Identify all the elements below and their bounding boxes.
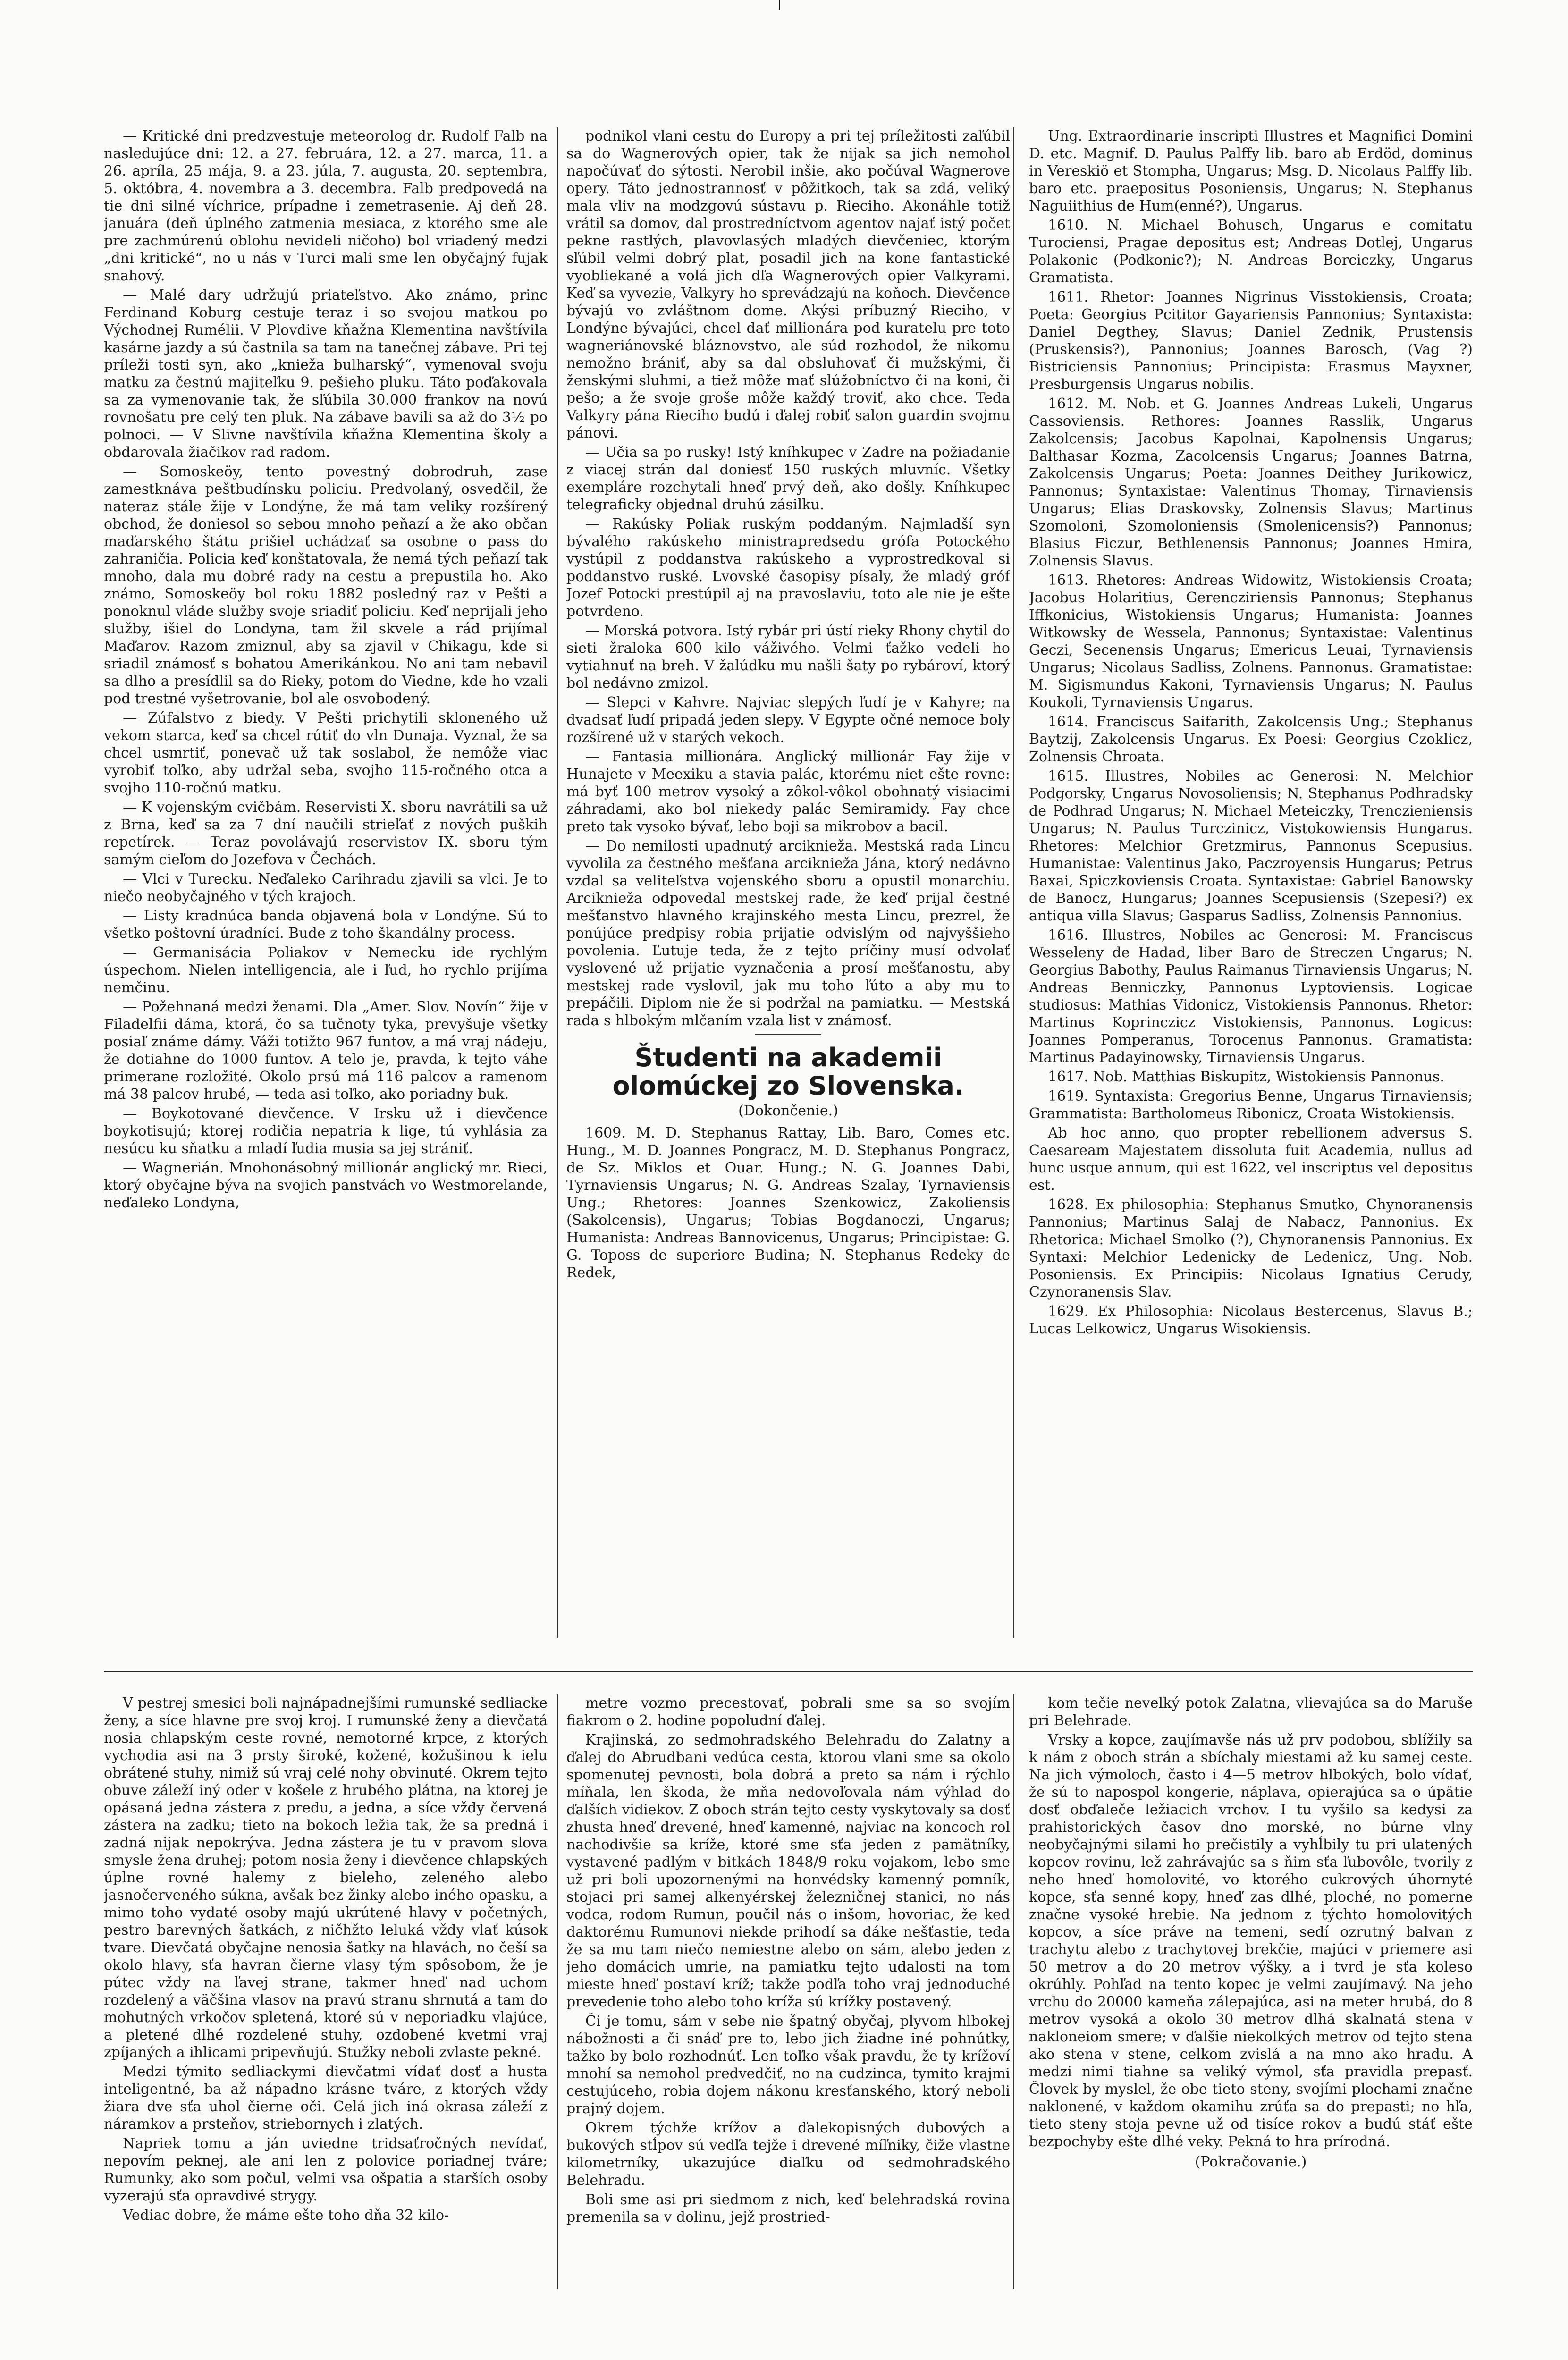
paragraph: Krajinská, zo sedmohradského Belehradu do Zalatny a ďalej do Abrudbani vedúca cesta, ktorou vlani sme sa okolo spomenutej pevnosti, bola dobrá a preto sa nám i rýchlo míňala, len škoda, že mňa nedovoľovala nám výhlad do ďalších vidiekov. Z oboch strán tejto cesty vyskytovaly sa dosť zhusta hneď drevené, hneď kamenné, najviac na koncoch roľ nachodivšie sa kríže, ktoré sme sťa jeden z pamätníky, vystavené padlým v bitkách 1848/9 roku vojakom, lebo sme už pri boli upozornenými na honvédsky kamenný pomník, stojaci pri samej alkenyérskej železničnej stanici, no nás vodca, rodom Rumun, poučil nás o inšom, hovoriac, že keď daktorému Rumunovi niekde prihodí sa dáke nešťastie, teda že sa mu tam niečo nemiestne alebo on sám, alebo jeden z jeho domácich umrie, na pamiatku tejto udalosti na tom mieste hneď postaví kríž; takže podľa toho vraj jednoduché prevedenie toho alebo toho kríža sú krížky postavený. (566, 1732, 1010, 2010)
column-1-bottom (104, 1694, 548, 2289)
paragraph: V pestrej smesici boli najnápadnejšími rumunské sedliacke ženy, a síce hlavne pre svoj kroj. I rumunské ženy a dievčatá nosia chlapským ceste rovné, nemotorné krpce, z ktorých vychodia asi na 3 prsty široké, kožené, kožušinou k ielu obrátené stuhy, nimiž sú vraj celé nohy obvinuté. Okrem tejto obuve záleží iný oder v košele z hrubého plátna, na ktorej je opásaná jedna zástera z predu, a jedna, a síce vždy červená zástera na zadku; tieto na bokoch ležia tak, že sa predná i zadná nijak nepokrýva. Jedna zástera je tu v pravom slova smysle žena druhej; potom nosia ženy i dievčence chlapských úplne rovné halemy z bieleho, zeleného alebo jasnočerveného súkna, avšak bez žinky alebo iného opasku, a mimo toho vydaté osoby majú ukrútené hlavy v početných, pestro barevných šatkách, z ničhžto leluká vždy vlať kúsok tvare. Dievčatá obyčajne nenosia šatky na hlavách, no češí sa okolo hlavy, sťa havran čierne vlasy tým spôsobom, že je pútec vždy na ľavej strane, takmer hneď nad uchom rozdelený a väčšina vlasov na pravú stranu shrnutá a tam do mohutných vrkočov spletená, ktoré sú v neporiadku vlajúce, a pletené dlhé rozdelené stuhy, ozdobené kvetmi vraj zpíjaných a ihlicami pripevňujú. Stužky neboli zvlaste pekné. (104, 1695, 548, 2061)
paragraph: 1614. Franciscus Saifarith, Zakolcensis Ung.; Stephanus Baytzij, Zakolcensis Ungarus. Ex Poesi: Georgius Czoklicz, Zolnensis Chroata. (1029, 714, 1473, 765)
paragraph: — Zúfalstvo z biedy. V Pešti prichytili skloneného už vekom starca, keď sa chcel rútiť do vln Dunaja. Vyznal, že sa chcel usmrtiť, ponevač už tak soslabol, že nemôže viac vyrobiť toľko, aby udržal seba, svojho 115-ročného otca a svojho 110-ročnú matku. (104, 710, 548, 796)
paragraph: Vrsky a kopce, zaujímavše nás už prv podobou, sblížily sa k nám z oboch strán a sbíchaly miestami až ku samej ceste. Na jich výmoloch, často i 4—5 metrov hlbokých, bolo vídať, že sú to napospol kongerie, náplava, opierajúca sa o úpätie dosť obďaleče ležiacich vrchov. I tu vyšilo sa kedysi za prahistorických časov dno morské, no búrne vlny neobyčajnými silami ho prečistily a vyhĺbily tu pri ulatených kopcov rovinu, lež zahrávajúc sa s ňim sťa ľubovôle, tvorily z neho hneď homolovité, vo ktorého cukrových úhornyté kopce, sťa senné kopy, hneď zas dlhé, ploché, no pomerne značne vysoké hrebie. Na jednom z týchto homolovitých kopcov, a síce práve na temeni, sedí ozrutný balvan z trachytu alebo z trachytovej brekčie, majúci v priemere asi 50 metrov a do 20 metrov výšky, a i tvrd je sťa koleso okrúhly. Pohľad na tento kopec je velmi zaujímavý. Na jeho vrchu do 20000 kameňa zálepajúca, asi na meter hrubá, do 8 metrov vysoká a okolo 30 metrov dlhá skalnatá stena v nakloneiom smere; v ďalšie niekolkých metrov od tejto stena ako stena v stene, celkom zvislá a na mno ako hradu. A medzi nimi tiahne sa veliký výmol, sťa pravidla prepasť. Človek by myslel, že obe tieto steny, svojími plochami značne naklonené, v každom okamihu zrúťa sa do prepasti; no hľa, tieto steny stoja pevne už od tisíce rokov a budú stáť ešte bezpochyby ešte dlhé veky. Pekná to hra prírodná. (1029, 1732, 1473, 2150)
paragraph: 1616. Illustres, Nobiles ac Generosi: M. Franciscus Wesseleny de Hadad, liber Baro de Streczen Ungarus; N. Georgius Babothy, Paulus Raimanus Tirnaviensis Ungarus; N. Andreas Benniczky, Pannonus Lyptoviensis. Logicae studiosus: Mathias Vidonicz, Vistokiensis Pannonus. Rhetor: Martinus Koprinczicz Vistokiensis, Pannonus. Logicus: Joannes Pomperanus, Torocenus Pannonus. Gramatista: Martinus Padayinowsky, Tirnaviensis Ungarus. (1029, 927, 1473, 1066)
paragraph: 1628. Ex philosophia: Stephanus Smutko, Chynoranensis Pannonius; Martinus Salaj de Nabacz, Pannonius. Ex Rhetorica: Michael Smolko (?), Chynoranensis Pannonius. Ex Syntaxi: Melchior Ledenicky de Ledenicz, Ung. Nob. Posoniensis. Ex Principiis: Nicolaus Ignatius Cerudy, Czynoranensis Slav. (1029, 1197, 1473, 1300)
divider (755, 1034, 821, 1035)
paragraph: Medzi týmito sedliackymi dievčatmi vídať dosť a husta inteligentné, ba až nápadno krásne tváre, z ktorých vždy žiara dve sťa uhol čierne oči. Celá jich iná okrasa záleží z náramkov a prsteňov, striebornych i zlatých. (104, 2064, 548, 2132)
article-title: Študenti na akademii olomúckej zo Slovenska. (612, 1043, 964, 1101)
paragraph: Vediac dobre, že máme ešte toho dňa 32 kilo- (123, 2207, 449, 2224)
column-2-top (566, 127, 1010, 1638)
paragraph: 1609. M. D. Stephanus Rattay, Lib. Baro, Comes etc. Hung., M. D. Joannes Pongracz, M. D. Stephanus Pongracz, de Sz. Miklos et Ouar. Hung.; N. G. Joannes Dabi, Tyrnaviensis Ungarus; N. G. Andreas Szalay, Tyrnaviensis Ung.; Rhetores: Joannes Szenkowicz, Zakoliensis (Sakolcensis), Ungarus; Tobias Bogdanoczi, Ungarus; Humanista: Andreas Bannovicenus, Ungarus; Principistae: G. G. Toposs de superiore Budina; N. Stephanus Redeky de Redek, (566, 1125, 1010, 1281)
paragraph: Ung. Extraordinarie inscripti Illustres et Magnifici Domini D. etc. Magnif. D. Paulus Palffy lib. baro ab Erdöd, dominus in Vereskiö et Stompha, Ungarus; Msg. D. Nicolaus Palffy lib. baro etc. praepositus Posoniensis, Ungarus; N. Stephanus Naguiithius de Hum(enné?), Ungarus. (1029, 128, 1473, 214)
paragraph: — Germanisácia Poliakov v Nemecku ide rychlým úspechom. Nielen intelligencia, ale i ľud, ho rychlo prijíma nemčinu. (104, 944, 548, 996)
paragraph: — Boykotované dievčence. V Irsku už i dievčence boykotisujú; ktorej rodičia nepatria k lige, tú vyhlásia za nesúcu ku sňatku a mladí ľudia musia sa jej strániť. (104, 1105, 548, 1157)
paragraph: — Požehnaná medzi ženami. Dla „Amer. Slov. Novín“ žije v Filadelfii dáma, ktorá, čo sa tučnoty tyka, prevyšuje všetky posiaľ známe dámy. Váži totižto 967 funtov, a má vraj nádeju, že dotiahne do 1000 funtov. A telo je, pravda, k tejto váhe primerane rozložité. Okolo prsú má 116 palcov a ramenom má 38 palcov hrubé, — teda asi toľko, ako poriadny buk. (104, 999, 548, 1103)
newspaper-page (104, 127, 1473, 2327)
column-1-top (104, 127, 548, 1638)
paragraph: Ab hoc anno, quo propter rebellionem adversus S. Caesaream Majestatem dissoluta fuit Academia, nullus ad hunc usque annum, qui est 1622, vel inscriptus vel depositus est. (1029, 1125, 1473, 1194)
paragraph: 1615. Illustres, Nobiles ac Generosi: N. Melchior Podgorsky, Ungarus Novosoliensis; N. Stephanus Podhradsky de Podhrad Ungarus; N. Michael Meteiczky, Trenczieniensis Ungarus; N. Paulus Turczinicz, Vistokowiensis Hungarus. Rhetores: Melchior Gretzmirus, Pannonus Scepusius. Humanistae: Valentinus Jako, Paczroyensis Hungarus; Petrus Baxai, Spiczkoviensis Croata. Syntaxistae: Gabriel Banowsky de Banocz, Hungarus; Joannes Scepusiensis (Szepesi?) ex antiqua villa Slavus; Gasparus Sadliss, Zolnensis Pannonius. (1029, 768, 1473, 924)
paragraph: 1611. Rhetor: Joannes Nigrinus Visstokiensis, Croata; Poeta: Georgius Pcititor Gayariensis Pannonius; Syntaxista: Daniel Degthey, Slavus; Daniel Zednik, Prustensis (Pruskensis?), Pannonius; Joannes Barosch, (Vag ?) Bistriciensis Pannonius; Principista: Erasmus Mayxner, Presburgensis Ungarus nobilis. (1029, 289, 1473, 393)
paragraph: 1629. Ex Philosophia: Nicolaus Bestercenus, Slavus B.; Lucas Lelkowicz, Ungarus Wisokiensis. (1029, 1303, 1473, 1337)
paragraph: — Listy kradnúca banda objavená bola v Londýne. Sú to všetko poštovní úradníci. Bude z toho škandálny process. (104, 908, 548, 942)
continuation-note: (Pokračovanie.) (1195, 2154, 1307, 2170)
paragraph: — Slepci v Kahvre. Najviac slepých ľudí je v Kahyre; na dvadsať ľudí pripadá jeden slepy. V Egypte očné nemoce boly rozšírené už v starých vekoch. (566, 694, 1010, 746)
paragraph: Okrem týchže krížov a ďalekopisných dubových a bukových stĺpov sú vedľa tejže i drevené míľniky, čiže vlastne kilometrníky, ukazujúce diaľku od sedmohradského Belehradu. (566, 2120, 1010, 2189)
column-rule (557, 127, 558, 1638)
paragraph: — Malé dary udržujú priateľstvo. Ako známo, princ Ferdinand Koburg cestuje teraz i so svojou matkou po Východnej Rumélii. V Plovdive kňažna Klementina navštívila kasárne jazdy a sú častnila sa tam na tanečnej zábave. Pri tej príleži tosti syn, ako „knieža bulharský“, vymenoval svoju matku za čestnú majiteľku 9. pešieho pluku. Táto poďakovala sa za vymenovanie tak, že sľúbila 30.000 frankov na novú rovnošatu pre celý ten pluk. Na zábave bavili sa až do 3½ po polnoci. — V Slivne navštívila kňažna Klementina školy a obdarovala žiačikov rad radom. (104, 287, 548, 461)
column-3-bottom (1029, 1694, 1473, 2289)
paragraph: Napriek tomu a ján uviedne tridsaťročných nevídať, nepovím peknej, ale ani len z polovice poriadnej tváre; Rumunky, ako som počul, velmi vsa ošpatia a starších osoby vyzerajú sťa opravdivé strygy. (104, 2135, 548, 2204)
paragraph: — Fantasia millionára. Anglický millionár Fay žije v Hunajete v Meexiku a stavia palác, ktorému niet ešte rovne: má byť 100 metrov vysoký a zôkol-vôkol obohnatý visiacimi záhradami, ako bol niekedy palác Semiramidy. Fay chce preto tak vysoko bývať, lebo boji sa mikrobov a bacil. (566, 749, 1010, 835)
paragraph: 1619. Syntaxista: Gregorius Benne, Ungarus Tirnaviensis; Grammatista: Bartholomeus Ribonicz, Croata Wistokiensis. (1029, 1088, 1473, 1122)
paragraph: — Somoskeöy, tento povestný dobrodruh, zase zamestknáva peštbudínsku policiu. Predvolaný, osvedčil, že nateraz stále žije v Londýne, že má tam veliky rozšírený obchod, že doniesol so sebou mnoho peňazí a že ako občan maďarského štátu prišiel uchádzať sa osobne o pass do zahraničia. Policia keď konštatovala, že nemá tých peňazí tak mnoho, dala mu dobré rady na cestu a prepustila ho. Ako známo, Somoskeöy bol roku 1882 posledný raz v Pešti a ponoknul vláde služby svoje sriadiť policiu. Keď neprijali jeho služby, išiel do Londyna, tam žil skvele a rád prijímal Maďarov. Razom zmiznul, aby sa zjavil v Chikagu, kde si sriadil známosť s bohatou Amerikánkou. No ani tam nebavil sa dlho a presídlil sa do Rieky, potom do Viedne, kde ho vzali pod trestné vyšetrovanie, bol ale osvobodený. (104, 464, 548, 707)
paragraph: podnikol vlani cestu do Europy a pri tej príležitosti zaľúbil sa do Wagnerových opier, tak že nijak sa jich nemohol napočúvať do sýtosti. Nerobil inšie, ako počúval Wagnerove opery. Táto jednostrannosť v pôžitkoch, tak sa zdá, veliký mala vliv na modzgovú sústavu p. Rieciho. Akonáhle totiž vrátil sa domov, dal prostredníctvom agentov najať istý počet pekne rastlých, plavovlasých mladých dievčeniec, ktorým sľúbil velmi dobrý plat, posadil jich na kone fantastické vyobliekané a volá jich dľa Wagnerových opier Valkyrami. Keď sa vyvezie, Valkyry ho sprevádzajú na koňoch. Dievčence bývajú vo zvláštnom dome. Akýsi príbuzný Rieciho, v Londýne bývajúci, chcel dať millionára pod kuratelu pre toto wagneriánovské bláznovstvo, ale súd rozhodol, že nikomu nemožno brániť, aby sa dal obsluhovať či mužskými, či ženskými sluhmi, a tiež môže mať slúžobníctvo či na koni, či pešo; a že svoje groše môže každý troviť, ako chce. Teda Valkyry pána Rieciho budú i ďalej robiť salon guardin svojmu pánovi. (566, 128, 1010, 441)
column-3-top (1029, 127, 1473, 1638)
paragraph: — Učia sa po rusky! Istý kníhkupec v Zadre na požiadanie z viacej strán dal doniesť 150 ruských mluvníc. Všetky exempláre rozchytali hneď prvý deň, ako došly. Kníhkupec telegraficky objednal druhú zásilku. (566, 444, 1010, 513)
paragraph: metre vozmo precestovať, pobrali sme sa so svojím fiakrom o 2. hodine popoludní ďalej. (566, 1695, 1010, 1729)
paragraph: — Morská potvora. Istý rybár pri ústí rieky Rhony chytil do sieti žraloka 600 kilo váživého. Velmi ťažko vedeli ho vytiahnuť na breh. V žalúdku mu našli šaty po rybároví, ktorý bol nedávno zmizol. (566, 623, 1010, 691)
paragraph: — Kritické dni predzvestuje meteorolog dr. Rudolf Falb na nasledujúce dni: 12. a 27. februára, 12. a 27. marca, 11. a 26. apríla, 25 mája, 9. a 23. júla, 7. augusta, 20. septembra, 5. októbra, 4. novembra a 3. decembra. Falb predpovedá na tie dni silné víchrice, prípadne i zemetrasenie. Aj deň 28. januára (deň úplného zatmenia mesiaca, z ktorého sme ale pre zachmúrenú oblohu nevideli ničoho) bol vriadený medzi „dni kritické“, no u nás v Turci mali sme len obyčajný fujak snahový. (104, 128, 548, 284)
paragraph: Boli sme asi pri siedmom z nich, keď belehradská rovina premenila sa v dolinu, jejž prostried- (566, 2191, 1010, 2225)
paragraph: 1610. N. Michael Bohusch, Ungarus e comitatu Turociensi, Pragae depositus est; Andreas Dotlej, Ungarus Polakonic (Podkonic?); N. Andreas Borciczky, Ungarus Gramatista. (1029, 217, 1473, 286)
paragraph: — Do nemilosti upadnutý arcikniežа. Mestská rada Lincu vyvolila za čestného mešťana arcikniežа Jána, ktorý nedávno vzdal sa veliteľstva vojenského sboru a opustil monarchiu. Arcikniežа odpovedal mestskej rade, že keď prijal čestné mešťanstvo hlavného krajinského mesta Lincu, prezrel, že ponújúce predpisy robia prijatie odvislým od najvyššieho povolenia. Ľutuje teda, že z tejto príčiny musí odvolať vyslovené už prijatie vyznačenia a prosí mešťanostu, aby mestskej rade vyslovil, jak mu toho ľúto a aby mu to prepáčili. Diplom nie že si podržal na pamiatku. — Mestská rada s hlbokým mlčaním vzala list v známosť. (566, 838, 1010, 1029)
paragraph: — Vlci v Turecku. Neďaleko Carihradu zjavili sa vlci. Je to niečo neobyčajného v tých krajoch. (104, 871, 548, 905)
paragraph: 1612. M. Nob. et G. Joannes Andreas Lukeli, Ungarus Cassoviensis. Rethores: Joannes Rasslik, Ungarus Zakolcensis; Jacobus Kapolnai, Kapolnensis Ungarus; Balthasar Kozma, Zacolcensis Ungarus; Joannes Batrna, Zakolcensis Ungarus; Poeta: Joannes Deithey Jurikowicz, Pannonus; Syntaxistae: Valentinus Thomay, Tirnaviensis Ungarus; Elias Draskovsky, Zolnensis Slavus; Martinus Szomoloni, Szomoloniensis (Smolenicensis?) Pannonus; Blasius Ficzur, Bethlenensis Pannonus; Joannes Hmira, Zolnensis Slavus. (1029, 396, 1473, 569)
paragraph: — Wagnerián. Mnohonásobný millionár anglický mr. Rieci, ktorý obyčajne býva na svojich panstvách vo Westmorelande, neďaleko Londyna, (104, 1160, 548, 1211)
column-rule (1013, 1694, 1014, 2289)
paragraph: 1613. Rhetores: Andreas Widowitz, Wistokiensis Croata; Jacobus Holaritius, Gerencziriensis Pannonus; Stephanus Iffkonicius, Wistokiensis Ungarus; Humanista: Joannes Witkowsky de Wessela, Pannonus; Syntaxistae: Valentinus Geczi, Secenensis Ungarus; Emericus Leuai, Tyrnaviensis Ungarus; Nicolaus Sadliss, Zolnens. Pannonus. Gramatistae: M. Sigismundus Kakoni, Tyrnaviensis Ungarus; N. Paulus Koukoli, Tyrnaviensis Ungarus. (1029, 572, 1473, 711)
paragraph: 1617. Nob. Matthias Biskupitz, Wistokiensis Pannonus. (1048, 1069, 1444, 1085)
column-rule (1013, 127, 1014, 1638)
column-rule (557, 1694, 558, 2289)
paragraph: — Rakúsky Poliak ruským poddaným. Najmladší syn bývalého rakúskeho ministrapredsedu grófa Potockého vystúpil z poddanstva rakúskeho a vyprostredkoval si poddanstvo ruské. Lvovské časopisy písaly, že mladý gróf Jozef Potocki prestúpil aj na pravoslaviu, toto ale nie je ešte potvrdeno. (566, 516, 1010, 620)
column-2-bottom (566, 1694, 1010, 2289)
upper-columns (104, 127, 1473, 1638)
paragraph: Či je tomu, sám v sebe nie špatný obyčaj, plyvom hlbokej nábožnosti a či snáď pre to, lebo jich žiadne iné pohnútky, tažko by bolo rozhodnúť. Len toľko však pravdu, že ty krížoví mnohí sa nemohol predvedčiť, no na cudzinca, tymito krajmi cestujúceho, robia dojem nákonu kresťanského, ktorý neboli prajný dojem. (566, 2013, 1010, 2117)
article-subtitle: (Dokončenie.) (738, 1103, 838, 1119)
top-mark (779, 0, 780, 10)
lower-columns (104, 1694, 1473, 2289)
paragraph: kom tečie nevelký potok Zalatna, vlievajúca sa do Maruše pri Belehrade. (1029, 1695, 1473, 1729)
horizontal-rule (104, 1671, 1473, 1672)
paragraph: — K vojenským cvičbám. Reservisti X. sboru navrátili sa už z Brna, keď sa za 7 dní naučili strieľať z nových puških repetírek. — Teraz povolávajú reservistov IX. sboru tým samým cieľom do Jozefova v Čechách. (104, 799, 548, 868)
